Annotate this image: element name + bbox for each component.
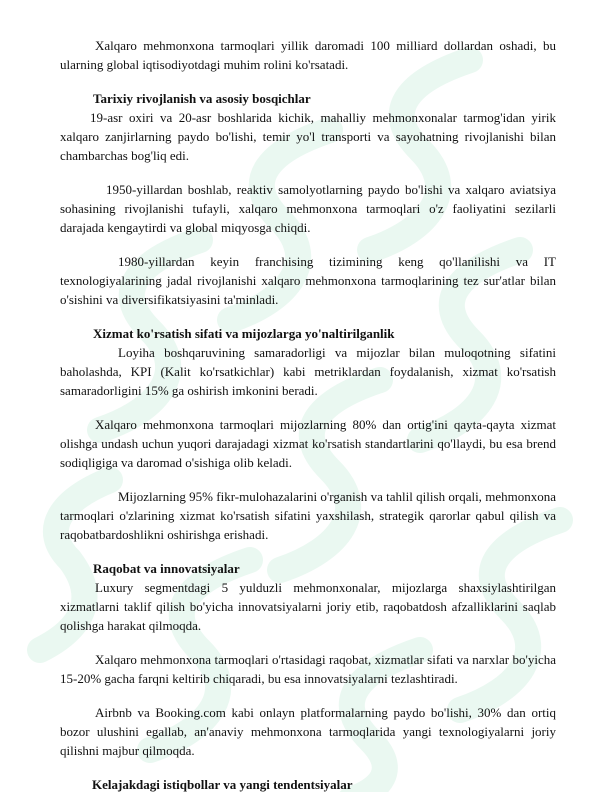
heading-history: Tarixiy rivojlanish va asosiy bosqichlar: [93, 91, 311, 106]
paragraph-repeat-customers: Xalqaro mehmonxona tarmoqlari mijozlarning 80% dan ortig'ini qayta-qayta xizmat olishga undash uchun yuqori darajadagi xizmat ko'rsatish standartlarini qo'llaydi, bu esa brend sodiqligiga va daromad o'sishiga olib keladi.: [60, 417, 556, 470]
paragraph-kpi: Loyiha boshqaruvining samaradorligi va mijozlar bilan muloqotning sifatini baholashda, KPI (Kalit ko'rsatkichlar) kabi metriklardan foydalanish, xizmat ko'rsatish samaradorligini 15% ga oshirish imkonini beradi.: [60, 345, 556, 398]
paragraph-luxury: Luxury segmentdagi 5 yulduzli mehmonxonalar, mijozlarga shaxsiylashtirilgan xizmatlarni taklif qilish bo'yicha innovatsiyalarni joriy etib, raqobatdosh afzalliklarini saqlab qolishga harakat qilmoqda.: [60, 580, 556, 633]
document-page: [60, 36, 556, 794]
heading-competition: Raqobat va innovatsiyalar: [93, 561, 240, 576]
paragraph-history-origins: 19-asr oxiri va 20-asr boshlarida kichik, mahalliy mehmonxonalar tarmog'idan yirik xalqaro zanjirlarning paydo bo'lishi, temir yo'l transporti va sayohatning rivojlanishi bilan chambarchas bog'liq edi.: [60, 110, 556, 163]
heading-service-quality: Xizmat ko'rsatish sifati va mijozlarga yo'naltirilganlik: [93, 326, 395, 341]
paragraph-history-1950s: 1950-yillardan boshlab, reaktiv samolyotlarning paydo bo'lishi va xalqaro aviatsiya sohasining rivojlanishi tufayli, xalqaro mehmonxona tarmoqlari o'z faoliyatini sezilarli darajada kengaytirdi va global miqyosga chiqdi.: [60, 182, 556, 235]
paragraph-online-platforms: Airbnb va Booking.com kabi onlayn platformalarning paydo bo'lishi, 30% dan ortiq bozor ulushini egallab, an'anaviy mehmonxona tarmoqlarida yangi texnologiyalarni joriy qilishni majbur qilmoqda.: [60, 705, 556, 758]
paragraph-feedback: Mijozlarning 95% fikr-mulohazalarini o'rganish va tahlil qilish orqali, mehmonxona tarmoqlari o'zlarining xizmat ko'rsatish sifatini yaxshilash, strategik qarorlar qabul qilish va raqobatbardoshlikni oshirishga erishadi.: [60, 489, 556, 542]
heading-future: Kelajakdagi istiqbollar va yangi tendentsiyalar: [92, 777, 353, 792]
paragraph-price-competition: Xalqaro mehmonxona tarmoqlari o'rtasidagi raqobat, xizmatlar sifati va narxlar bo'yicha 15-20% gacha farqni keltirib chiqaradi, bu esa innovatsiyalarni tezlashtiradi.: [60, 652, 556, 686]
paragraph-history-1980s: 1980-yillardan keyin franchising tizimining keng qo'llanilishi va IT texnologiyalarining jadal rivojlanishi xalqaro mehmonxona tarmoqlarining tez sur'atlar bilan o'sishini va diversifikatsiyasini ta'minladi.: [60, 254, 556, 307]
paragraph-revenue: Xalqaro mehmonxona tarmoqlari yillik daromadi 100 milliard dollardan oshadi, bu ularning global iqtisodiyotdagi muhim rolini ko'rsatadi.: [60, 38, 556, 72]
